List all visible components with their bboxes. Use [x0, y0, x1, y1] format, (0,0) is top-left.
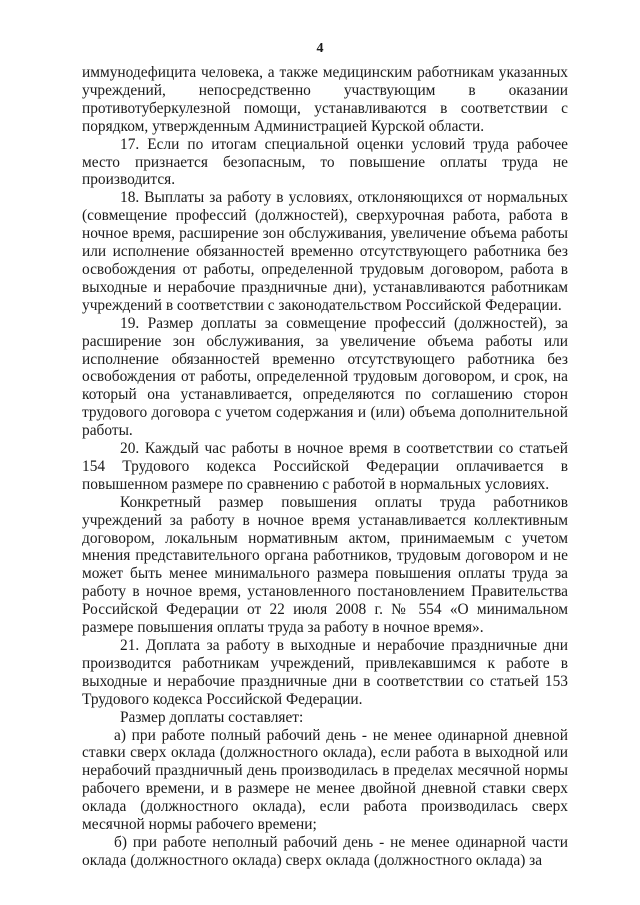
- document-body: [82, 64, 568, 870]
- paragraph-payment-size: Размер доплаты составляет:: [120, 708, 304, 726]
- page-number: 4: [316, 41, 324, 56]
- paragraph-19: 19. Размер доплаты за совмещение профессий (должностей), за расширение зон обслуживания, за увеличение объема работы или исполнение обязанностей временно отсутствующего работника без освобождения от работы, определенной трудовым договором, и срок, на который она устанавливается, определяются по соглашению сторон трудового договора с учетом содержания и (или) объема дополнительной работы.: [82, 314, 568, 440]
- paragraph-item-a: а) при работе полный рабочий день - не менее одинарной дневной ставки сверх оклада (должностного оклада), если работа в выходной или нерабочий праздничный день производилась в пределах месячной нормы рабочего времени, и в размере не менее двойной дневной ставки сверх оклада (должностного оклада), если работа производилась сверх месячной нормы рабочего времени;: [82, 726, 568, 834]
- paragraph-20: 20. Каждый час работы в ночное время в соответствии со статьей 154 Трудового кодекса Российской Федерации оплачивается в повышенном размере по сравнению с работой в нормальных условиях.: [82, 440, 568, 493]
- paragraph-17: 17. Если по итогам специальной оценки условий труда рабочее место признается безопасным, то повышение оплаты труда не производится.: [82, 135, 568, 189]
- paragraph-item-b: б) при работе неполный рабочий день - не менее одинарной части оклада (должностного оклада) сверх оклада (должностного оклада) за: [82, 833, 568, 869]
- paragraph-18: 18. Выплаты за работу в условиях, отклоняющихся от нормальных (совмещение профессий (должностей), сверхурочная работа, работа в ночное время, расширение зон обслуживания, увеличение объема работы или исполнение обязанностей временно отсутствующего работника без освобождения от работы, определенной трудовым договором, работа в выходные и нерабочие праздничные дни), устанавливаются работникам учреждений в соответствии с законодательством Российской Федерации.: [82, 189, 568, 314]
- paragraph-night-rate: Конкретный размер повышения оплаты труда работников учреждений за работу в ночное время устанавливается коллективным договором, локальным нормативным актом, принимаемым с учетом мнения представительного органа работников, трудовым договором и не может быть менее минимального размера повышения оплаты труда за работу в ночное время, установленного постановлением Правительства Российской Федерации от 22 июля 2008 г. № 554 «О минимальном размере повышения оплаты труда за работу в ночное время».: [82, 493, 568, 637]
- paragraph-21: 21. Доплата за работу в выходные и нерабочие праздничные дни производится работникам учреждений, привлекавшимся к работе в выходные и нерабочие праздничные дни в соответствии со статьей 153 Трудового кодекса Российской Федерации.: [82, 637, 568, 708]
- paragraph-continuation: иммунодефицита человека, а также медицинским работникам указанных учреждений, непосредственно участвующим в оказании противотуберкулезной помощи, устанавливаются в соответствии с порядком, утвержденным Администрацией Курской области.: [82, 64, 568, 135]
